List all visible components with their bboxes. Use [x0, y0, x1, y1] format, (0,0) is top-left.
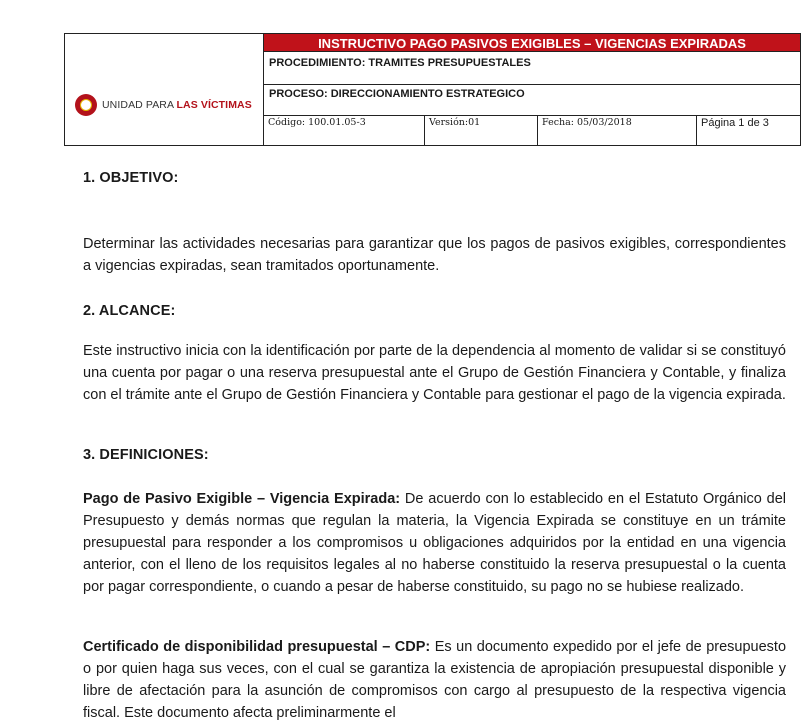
- procedimiento-label: PROCEDIMIENTO: TRAMITES PRESUPUESTALES: [264, 52, 800, 85]
- definition-text: Es un documento expedido por el jefe de presupuesto o por quien haga sus veces, con el cual se garantiza la existencia de apropiación presupuestal disponible y libre de afectación para la asunción de compromisos con cargo al presupuesto de la respectiva vigencia fiscal. Este documento afecta preliminarmente el: [83, 639, 787, 721]
- section-title-alcance: 2. ALCANCE:: [83, 303, 176, 319]
- logo-emphasis: LAS VÍCTIMAS: [176, 99, 252, 111]
- logo-text: [102, 99, 252, 111]
- definition-paragraph: [83, 636, 786, 724]
- logo-cell: [65, 34, 264, 145]
- fecha-cell: Fecha: 05/03/2018: [538, 116, 697, 145]
- seal-icon: [75, 94, 97, 116]
- definition-paragraph: [83, 488, 786, 598]
- version-cell: Versión:01: [425, 116, 538, 145]
- section-title-objetivo: 1. OBJETIVO:: [83, 170, 179, 186]
- section-title-definiciones: 3. DEFINICIONES:: [83, 447, 209, 463]
- document-header: [64, 33, 801, 146]
- alcance-text: Este instructivo inicia con la identificación por parte de la dependencia al momento de validar si se constituyó una cuenta por pagar o una reserva presupuestal ante el Grupo de Gestión Financiera y Contable, y finaliza con el trámite ante el Grupo de Gestión Financiera y Contable para gestionar el pago de la vigencia expirada.: [83, 343, 786, 403]
- unidad-victimas-logo: [75, 94, 252, 116]
- proceso-label: PROCESO: DIRECCIONAMIENTO ESTRATEGICO: [264, 85, 800, 116]
- definition-text: De acuerdo con lo establecido en el Estatuto Orgánico del Presupuesto y demás normas que regulan la materia, la Vigencia Expirada se constituye en un trámite presupuestal para responder a los compromisos u obligaciones adquiridos por la entidad en una vigencia anterior, con el lleno de los requisitos legales al no haberse constituido la reserva presupuestal o la cuenta por pagar correspondiente, o cuando a pesar de haberse constituido, su pago no se hubiese realizado.: [83, 491, 786, 595]
- codigo-cell: Código: 100.01.05-3: [264, 116, 425, 145]
- pagina-cell: Página 1 de 3: [701, 117, 769, 129]
- header-info: [264, 34, 800, 145]
- objetivo-text: Determinar las actividades necesarias para garantizar que los pagos de pasivos exigibles, correspondientes a vigencias expiradas, sean tramitados oportunamente.: [83, 236, 786, 274]
- definition-term: Certificado de disponibilidad presupuestal – CDP:: [83, 639, 431, 655]
- definition-term: Pago de Pasivo Exigible – Vigencia Expirada:: [83, 491, 401, 507]
- document-title: INSTRUCTIVO PAGO PASIVOS EXIGIBLES – VIGENCIAS EXPIRADAS: [264, 34, 800, 52]
- meta-row: [264, 116, 800, 145]
- logo-prefix: UNIDAD PARA: [102, 99, 174, 111]
